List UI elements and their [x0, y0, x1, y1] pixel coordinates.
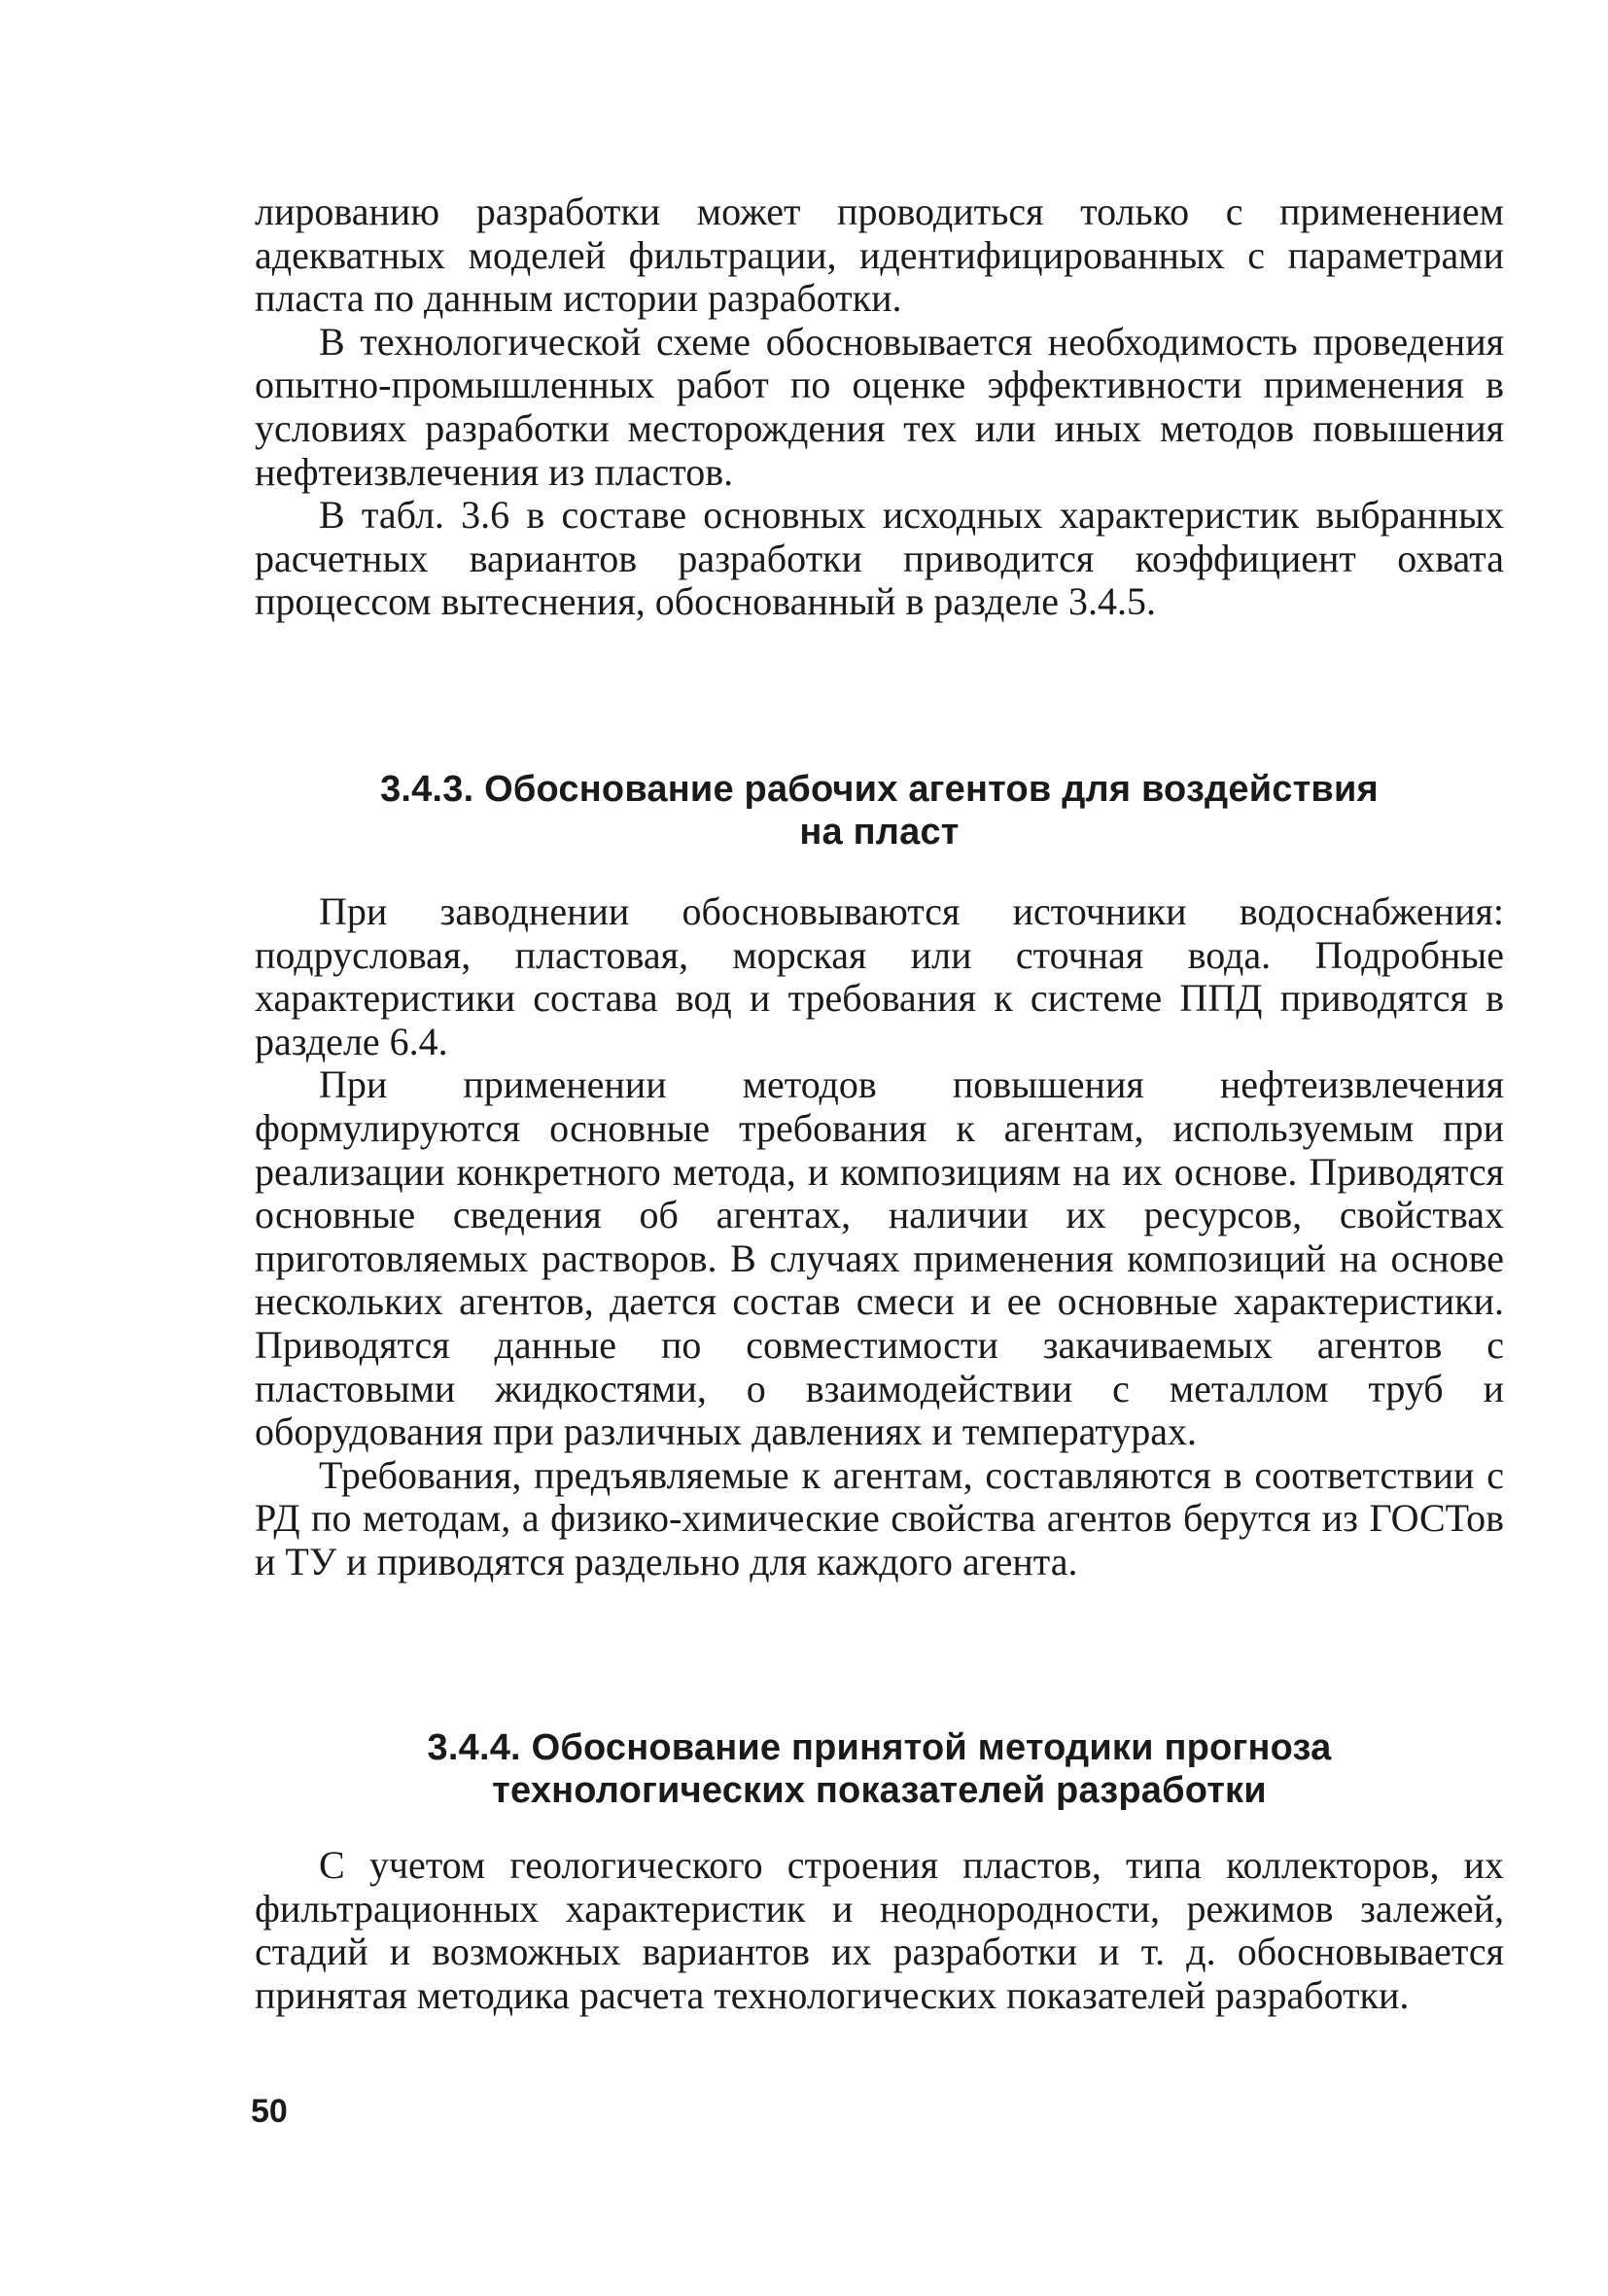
section-3-4-3-text	[255, 890, 1504, 1584]
intro-text-block	[255, 191, 1504, 624]
section-3-4-4-text	[255, 1844, 1504, 2017]
section-heading-line: на пласт	[799, 812, 960, 852]
section-heading-3-4-4	[255, 1726, 1504, 1812]
paragraph-agent-requirements: При применении методов повышения нефтеизвлечения формулируются основные требования к агентам, используемым при реализации конкретного метода, и композициям на их основе. Приводятся основные сведения об агентах, наличии их ресурсов, свойствах приготовляемых растворов. В случаях применения композиций на основе нескольких агентов, дается состав смеси и ее основные характеристики. Приводятся данные по совместимости закачиваемых агентов с пластовыми жидкостями, о взаимодействии с металлом труб и оборудования при различных давлениях и температурах.	[255, 1062, 1504, 1454]
paragraph-continuation: лированию разработки может проводиться только с применением адекватных моделей фильтрации, идентифицированных с параметрами пласта по данным истории разработки.	[255, 190, 1504, 321]
section-heading-line: 3.4.3. Обоснование рабочих агентов для воздействия	[380, 769, 1379, 810]
section-heading-line: 3.4.4. Обоснование принятой методики прогноза	[427, 1727, 1332, 1768]
paragraph-agent-properties: Требования, предъявляемые к агентам, составляются в соответствии с РД по методам, а физико-химические свойства агентов берутся из ГОСТов и ТУ и приводятся раздельно для каждого агента.	[255, 1452, 1504, 1583]
paragraph-experimental-works: В технологической схеме обосновывается необходимость проведения опытно-промышленных работ по оценке эффективности применения в условиях разработки месторождения тех или иных методов повышения нефтеизвлечения из пластов.	[255, 319, 1504, 494]
section-heading-line: технологических показателей разработки	[492, 1770, 1267, 1811]
paragraph-methodology: С учетом геологического строения пластов, типа коллекторов, их фильтрационных характеристик и неоднородности, режимов залежей, стадий и возможных вариантов их разработки и т. д. обосновывается принятая методика расчета технологических показателей разработки.	[255, 1843, 1504, 2017]
page-number: 50	[251, 2093, 288, 2130]
section-heading-3-4-3	[255, 768, 1504, 853]
paragraph-table-reference: В табл. 3.6 в составе основных исходных характеристик выбранных расчетных вариантов разработки приводится коэффициент охвата процессом вытеснения, обоснованный в разделе 3.4.5.	[255, 493, 1504, 624]
paragraph-water-sources: При заводнении обосновываются источники водоснабжения: подрусловая, пластовая, морская или сточная вода. Подробные характеристики состава вод и требования к системе ППД приводятся в разделе 6.4.	[255, 889, 1504, 1063]
